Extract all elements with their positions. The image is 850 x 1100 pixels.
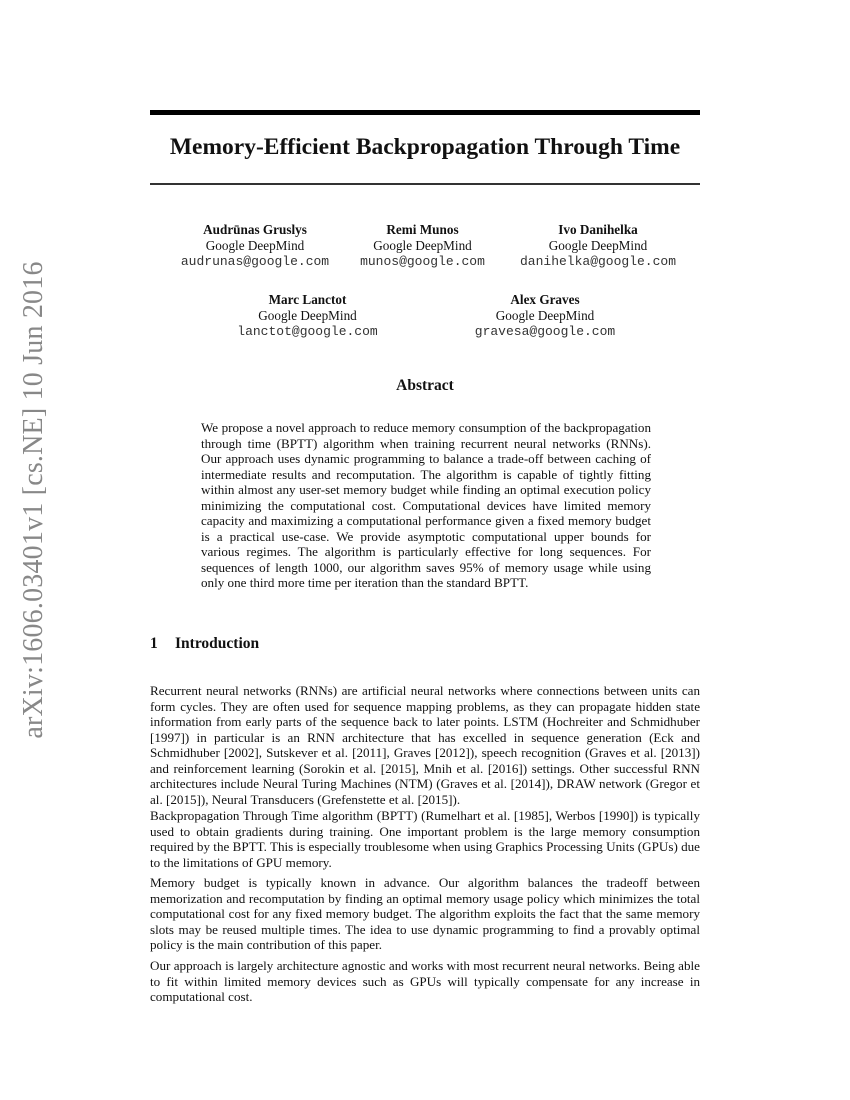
intro-paragraph: Recurrent neural networks (RNNs) are artificial neural networks where connections between units can form cycles. They are often used for sequence mapping problems, as they can propagate hidden state information from early parts of the sequence back to later points. LSTM (Hochreiter and Schmidhuber [1997]) in particular is an RNN architecture that has excelled in sequence generation (Eck and Schmidhuber [2002], Sutskever et al. [2011], Graves [2012]), speech recognition (Graves et al. [2013]) and reinforcement learning (Sorokin et al. [2015], Mnih et al. [2016]) settings. Other successful RNN architectures include Neural Turing Machines (NTM) (Graves et al. [2014]), DRAW network (Gregor et al. [2015]), Neural Transducers (Grefenstette et al. [2015]).	[150, 683, 700, 807]
author-affiliation: Google DeepMind	[258, 308, 357, 323]
intro-paragraph: Backpropagation Through Time algorithm (BPTT) (Rumelhart et al. [1985], Werbos [1990]) is typically used to obtain gradients during training. One important problem is the large memory consumption required by the BPTT. This is especially troublesome when using Graphics Processing Units (GPUs) due to the limitations of GPU memory.	[150, 808, 700, 870]
paper-title: Memory-Efficient Backpropagation Through Time	[169, 134, 681, 160]
title-rule-bottom	[150, 183, 700, 185]
section-number: 1	[150, 635, 158, 652]
author-email: munos@google.com	[360, 254, 485, 269]
author-email: audrunas@google.com	[180, 254, 330, 269]
author-affiliation: Google DeepMind	[548, 238, 648, 253]
author-email: danihelka@google.com	[519, 254, 677, 269]
abstract-heading: Abstract	[396, 377, 454, 394]
section-heading-introduction	[150, 635, 259, 653]
abstract-text: We propose a novel approach to reduce memory consumption of the backpropagation through time (BPTT) algorithm when training recurrent neural networks (RNNs). Our approach uses dynamic programming to balance a trade-off between caching of intermediate results and recomputation. The algorithm is capable of tightly fitting within almost any user-set memory budget while finding an optimal execution policy minimizing the computational cost. Computational devices have limited memory capacity and maximizing a computational performance given a fixed memory budget is a practical use-case. We provide asymptotic computational upper bounds for various regimes. The algorithm is particularly effective for long sequences. For sequences of length 1000, our algorithm saves 95% of memory usage while using only one third more time per iteration than the standard BPTT.	[201, 420, 651, 590]
section-title: Introduction	[175, 635, 260, 652]
author-name: Alex Graves	[510, 292, 580, 307]
author-block	[508, 222, 688, 270]
author-name: Audrūnas Gruslys	[203, 222, 307, 237]
intro-paragraph: Memory budget is typically known in advance. Our algorithm balances the tradeoff between memorization and recomputation by finding an optimal memory usage policy which minimizes the total computational cost for any fixed memory budget. The algorithm exploits the fact that the same memory slots may be reused multiple times. The idea to use dynamic programming to find a provably optimal policy is the main contribution of this paper.	[150, 875, 700, 952]
title-rule-top	[150, 110, 700, 115]
author-block	[225, 292, 390, 340]
author-name: Marc Lanctot	[268, 292, 347, 307]
author-name: Remi Munos	[386, 222, 459, 237]
arxiv-stamp-text: arXiv:1606.03401v1 [cs.NE] 10 Jun 2016	[18, 261, 49, 739]
intro-paragraph: Our approach is largely architecture agnostic and works with most recurrent neural networks. Being able to fit within limited memory devices such as GPUs will typically compensate for any increase in computational cost.	[150, 958, 700, 1004]
author-block	[460, 292, 630, 340]
author-affiliation: Google DeepMind	[373, 238, 472, 253]
author-email: gravesa@google.com	[474, 324, 616, 339]
author-email: lanctot@google.com	[237, 324, 378, 339]
author-block	[345, 222, 500, 270]
author-name: Ivo Danihelka	[558, 222, 638, 237]
author-affiliation: Google DeepMind	[495, 308, 595, 323]
arxiv-stamp	[8, 261, 60, 739]
author-block	[170, 222, 340, 270]
author-affiliation: Google DeepMind	[205, 238, 305, 253]
